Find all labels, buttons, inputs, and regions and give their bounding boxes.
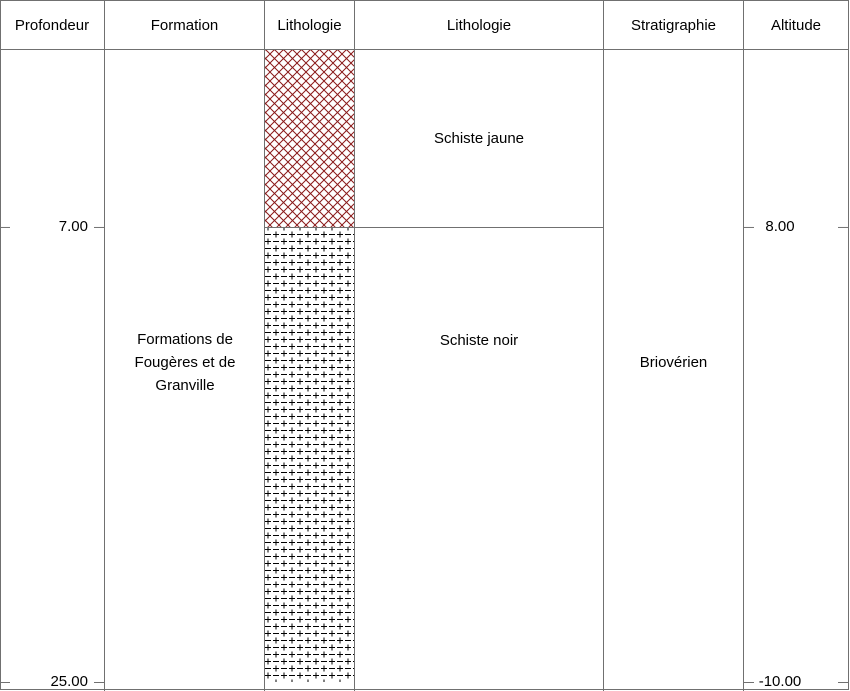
header-altitude: Altitude (770, 16, 822, 34)
header-lithology-pattern: Lithologie (277, 16, 342, 34)
stratigraphy-label: Briovérien (639, 354, 708, 372)
lithology-pattern-2 (265, 227, 354, 682)
lithology-pattern-column (265, 50, 354, 682)
formation-label: Formations de Fougères et de Granville (134, 331, 236, 395)
altitude-tick-label: -10.00 (758, 673, 802, 690)
header-stratigraphy: Stratigraphie (630, 16, 717, 34)
lithology-label-2: Schiste noir (439, 332, 519, 350)
lithology-pattern-1 (265, 50, 354, 227)
header-lithology: Lithologie (446, 16, 512, 34)
lithology-label-1: Schiste jaune (433, 129, 525, 147)
altitude-tick-label: 8.00 (765, 217, 795, 235)
depth-tick-label: 25.00 (50, 673, 88, 690)
header-depth: Profondeur (14, 16, 90, 34)
depth-tick-label: 7.00 (58, 217, 88, 235)
header-formation: Formation (150, 16, 219, 34)
